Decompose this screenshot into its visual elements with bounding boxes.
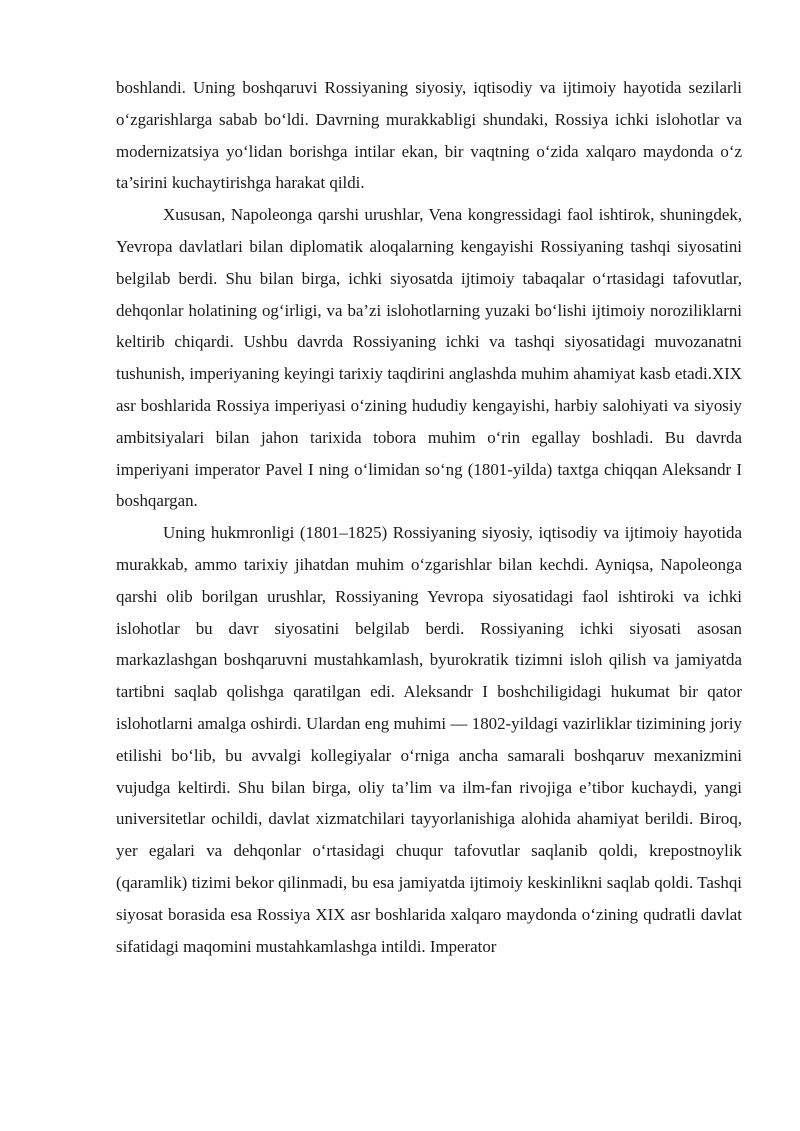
document-page	[116, 72, 742, 962]
paragraph-1: boshlandi. Uning boshqaruvi Rossiyaning siyosiy, iqtisodiy va ijtimoiy hayotida sezilarli o‘zgarishlarga sabab bo‘ldi. Davrning murakkabligi shundaki, Rossiya ichki islohotlar va modernizatsiya yo‘lidan borishga intilar ekan, bir vaqtning o‘zida xalqaro maydonda o‘z ta’sirini kuchaytirishga harakat qildi.	[116, 78, 742, 193]
paragraph-2: Xususan, Napoleonga qarshi urushlar, Vena kongressidagi faol ishtirok, shuningdek, Yevropa davlatlari bilan diplomatik aloqalarning kengayishi Rossiyaning tashqi siyosatini belgilab berdi. Shu bilan birga, ichki siyosatda ijtimoiy tabaqalar o‘rtasidagi tafovutlar, dehqonlar holatining og‘irligi, va ba’zi islohotlarning yuzaki bo‘lishi ijtimoiy noroziliklarni keltirib chiqardi. Ushbu davrda Rossiyaning ichki va tashqi siyosatidagi muvozanatni tushunish, imperiyaning keyingi tarixiy taqdirini anglashda muhim ahamiyat kasb etadi.XIX asr boshlarida Rossiya imperiyasi o‘zining hududiy kengayishi, harbiy salohiyati va siyosiy ambitsiyalari bilan jahon tarixida tobora muhim o‘rin egallay boshladi. Bu davrda imperiyani imperator Pavel I ning o‘limidan so‘ng (1801-yilda) taxtga chiqqan Aleksandr I boshqargan.	[116, 205, 742, 511]
paragraph-3: Uning hukmronligi (1801–1825) Rossiyaning siyosiy, iqtisodiy va ijtimoiy hayotida murakkab, ammo tarixiy jihatdan muhim o‘zgarishlar bilan kechdi. Ayniqsa, Napoleonga qarshi olib borilgan urushlar, Rossiyaning Yevropa siyosatidagi faol ishtiroki va ichki islohotlar bu davr siyosatini belgilab berdi. Rossiyaning ichki siyosati asosan markazlashgan boshqaruvni mustahkamlash, byurokratik tizimni isloh qilish va jamiyatda tartibni saqlab qolishga qaratilgan edi. Aleksandr I boshchiligidagi hukumat bir qator islohotlarni amalga oshirdi. Ulardan eng muhimi — 1802-yildagi vazirliklar tizimining joriy etilishi bo‘lib, bu avvalgi kollegiyalar o‘rniga ancha samarali boshqaruv mexanizmini vujudga keltirdi. Shu bilan birga, oliy ta’lim va ilm-fan rivojiga e’tibor kuchaydi, yangi universitetlar ochildi, davlat xizmatchilari tayyorlanishiga alohida ahamiyat berildi. Biroq, yer egalari va dehqonlar o‘rtasidagi chuqur tafovutlar saqlanib qoldi, krepostnoylik (qaramlik) tizimi bekor qilinmadi, bu esa jamiyatda ijtimoiy keskinlikni saqlab qoldi. Tashqi siyosat borasida esa Rossiya XIX asr boshlarida xalqaro maydonda o‘zining qudratli davlat sifatidagi maqomini mustahkamlashga intildi. Imperator	[116, 523, 742, 956]
